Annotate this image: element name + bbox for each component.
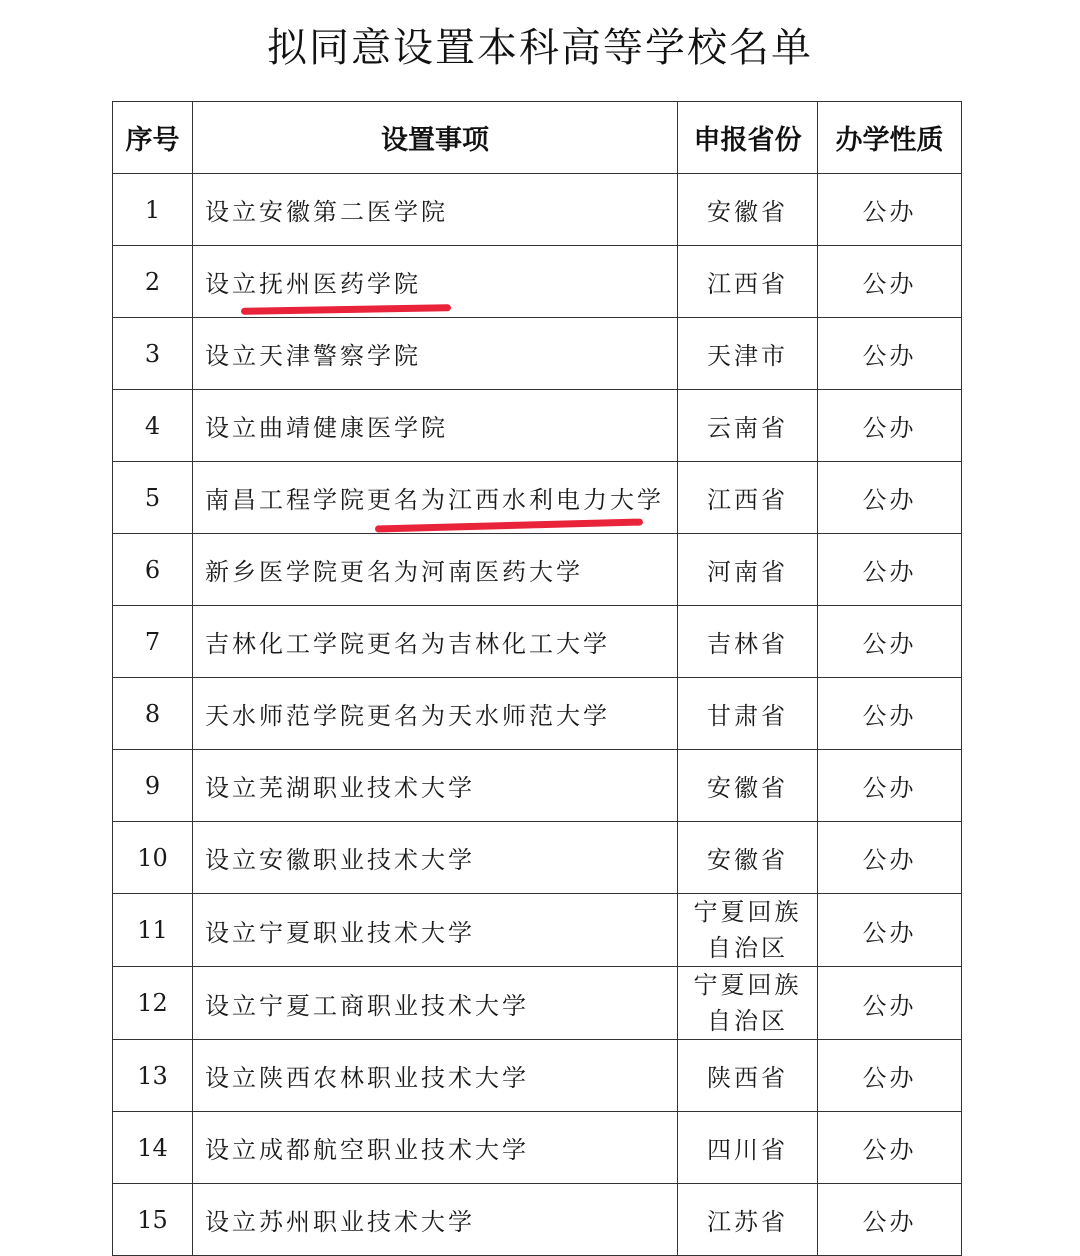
table-header-row (113, 102, 962, 174)
row-province-line: 宁夏回族 (693, 971, 802, 999)
row-num: 4 (113, 390, 193, 462)
row-item-text: 设立宁夏工商职业技术大学 (205, 991, 529, 1020)
row-item-text: 设立成都航空职业技术大学 (205, 1136, 529, 1164)
row-nature: 公办 (818, 678, 962, 750)
row-num: 5 (113, 462, 193, 534)
row-num: 10 (113, 822, 193, 894)
header-num: 序号 (113, 102, 193, 174)
row-province: 陕西省 (678, 1040, 818, 1112)
row-num: 1 (113, 174, 193, 246)
row-nature: 公办 (818, 967, 962, 1040)
row-item-text: 设立天津警察学院 (205, 342, 421, 370)
row-item-text: 天水师范学院更名为天水师范大学 (205, 702, 610, 730)
row-item (193, 534, 678, 606)
table-row (113, 462, 962, 534)
row-item (193, 606, 678, 678)
row-item (193, 462, 678, 534)
row-item-text: 设立安徽第二医学院 (205, 198, 448, 226)
row-province-line: 自治区 (707, 1007, 788, 1035)
row-nature: 公办 (818, 390, 962, 462)
table-row (113, 894, 962, 967)
row-num: 8 (113, 678, 193, 750)
row-item (193, 967, 678, 1040)
row-item-text: 设立安徽职业技术大学 (205, 846, 475, 874)
row-num: 15 (113, 1184, 193, 1256)
row-nature: 公办 (818, 1184, 962, 1256)
row-num: 12 (113, 967, 193, 1040)
table-row (113, 318, 962, 390)
row-item (193, 1112, 678, 1184)
red-underline-mark (241, 304, 451, 315)
row-nature: 公办 (818, 318, 962, 390)
row-province (678, 894, 818, 967)
table-row (113, 1112, 962, 1184)
table-row (113, 390, 962, 462)
row-province: 河南省 (678, 534, 818, 606)
row-nature: 公办 (818, 534, 962, 606)
row-province: 四川省 (678, 1112, 818, 1184)
row-province: 江苏省 (678, 1184, 818, 1256)
row-item (193, 318, 678, 390)
row-province: 甘肃省 (678, 678, 818, 750)
document-title: 拟同意设置本科高等学校名单 (267, 25, 813, 71)
row-item-text: 设立陕西农林职业技术大学 (205, 1064, 529, 1092)
row-item (193, 1184, 678, 1256)
row-num: 11 (113, 894, 193, 967)
row-item (193, 174, 678, 246)
row-item-text: 设立芜湖职业技术大学 (205, 774, 475, 802)
row-item (193, 1040, 678, 1112)
row-province (678, 967, 818, 1040)
row-nature: 公办 (818, 894, 962, 967)
table-row (113, 750, 962, 822)
header-province: 申报省份 (678, 102, 818, 174)
row-item-text: 设立苏州职业技术大学 (205, 1208, 475, 1236)
table-row (113, 678, 962, 750)
red-underline-mark (375, 518, 643, 532)
row-num: 3 (113, 318, 193, 390)
row-nature: 公办 (818, 750, 962, 822)
table-row (113, 606, 962, 678)
row-num: 7 (113, 606, 193, 678)
table-row (113, 967, 962, 1040)
row-nature: 公办 (818, 822, 962, 894)
row-item-text: 南昌工程学院更名为江西水利电力大学 (205, 486, 664, 514)
row-item (193, 678, 678, 750)
table-row (113, 1040, 962, 1112)
table-row (113, 534, 962, 606)
row-item (193, 246, 678, 318)
school-list-table (112, 101, 962, 1256)
table-row (113, 174, 962, 246)
row-province: 吉林省 (678, 606, 818, 678)
row-province: 江西省 (678, 246, 818, 318)
row-nature: 公办 (818, 606, 962, 678)
header-nature: 办学性质 (818, 102, 962, 174)
row-num: 6 (113, 534, 193, 606)
row-item-text: 设立宁夏职业技术大学 (205, 918, 475, 947)
row-nature: 公办 (818, 1040, 962, 1112)
header-item: 设置事项 (193, 102, 678, 174)
table-row (113, 1184, 962, 1256)
row-nature: 公办 (818, 174, 962, 246)
row-province-line: 宁夏回族 (693, 898, 802, 926)
row-nature: 公办 (818, 462, 962, 534)
row-item-text: 设立抚州医药学院 (205, 270, 421, 298)
row-province-line: 自治区 (707, 934, 788, 962)
row-item (193, 822, 678, 894)
row-item (193, 750, 678, 822)
row-province: 天津市 (678, 318, 818, 390)
row-num: 14 (113, 1112, 193, 1184)
row-nature: 公办 (818, 1112, 962, 1184)
row-province: 安徽省 (678, 822, 818, 894)
row-item-text: 设立曲靖健康医学院 (205, 414, 448, 442)
row-province: 江西省 (678, 462, 818, 534)
row-item-wrap (205, 480, 664, 515)
row-num: 13 (113, 1040, 193, 1112)
row-item-text: 吉林化工学院更名为吉林化工大学 (205, 630, 610, 658)
row-item (193, 390, 678, 462)
row-num: 9 (113, 750, 193, 822)
row-province: 安徽省 (678, 750, 818, 822)
table-row (113, 822, 962, 894)
row-province: 云南省 (678, 390, 818, 462)
row-item-text: 新乡医学院更名为河南医药大学 (205, 558, 583, 586)
row-num: 2 (113, 246, 193, 318)
row-nature: 公办 (818, 246, 962, 318)
row-province: 安徽省 (678, 174, 818, 246)
table-row (113, 246, 962, 318)
row-item (193, 894, 678, 967)
row-item-wrap (205, 264, 421, 299)
